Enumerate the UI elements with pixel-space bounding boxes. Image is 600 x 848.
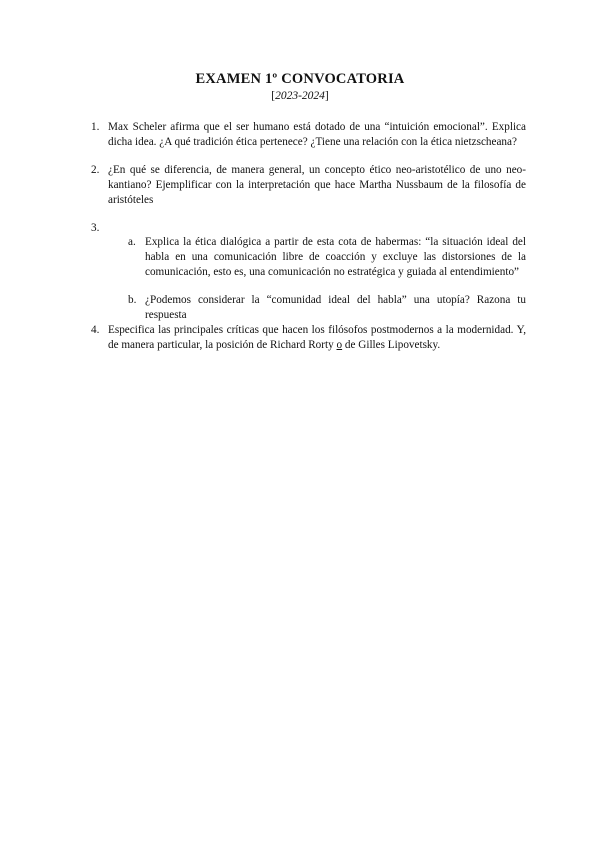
exam-title: EXAMEN 1º CONVOCATORIA [195, 71, 405, 87]
question-number: 1. [91, 121, 100, 133]
academic-year-value: 2023-2024 [275, 90, 325, 102]
question-number: 3. [91, 222, 100, 234]
academic-year: [2023-2024] [271, 90, 329, 102]
underlined-conjunction: o [336, 339, 343, 351]
subquestion-label: b. [128, 294, 137, 306]
subquestion-label: a. [128, 236, 136, 248]
question-text: ¿En qué se diferencia, de manera general, un concepto ético neo-aristotélico de uno neo-kantiano? Ejemplificar con la interpretación que hace Martha Nussbaum de la filosofía de aristóteles [108, 164, 526, 206]
subquestion-text: Explica la ética dialógica a partir de esta cota de habermas: “la situación ideal del habla en una comunicación libre de coacción y excluye las distorsiones de la comunicación, esto es, una comunicación no estratégica y guiada al entendimiento” [145, 236, 526, 278]
question-number: 4. [91, 324, 100, 336]
subquestion-text: ¿Podemos considerar la “comunidad ideal del habla” una utopía? Razona tu respuesta [145, 294, 526, 321]
question-number: 2. [91, 164, 100, 176]
question-text: Max Scheler afirma que el ser humano está dotado de una “intuición emocional”. Explica dicha idea. ¿A qué tradición ética pertenece? ¿Tiene una relación con la ética nietzscheana? [108, 121, 526, 148]
question-text: Especifica las principales críticas que hacen los filósofos postmodernos a la modernidad. Y, de manera particular, la posición de Richard Rorty o de Gilles Lipovetsky. [108, 324, 526, 351]
